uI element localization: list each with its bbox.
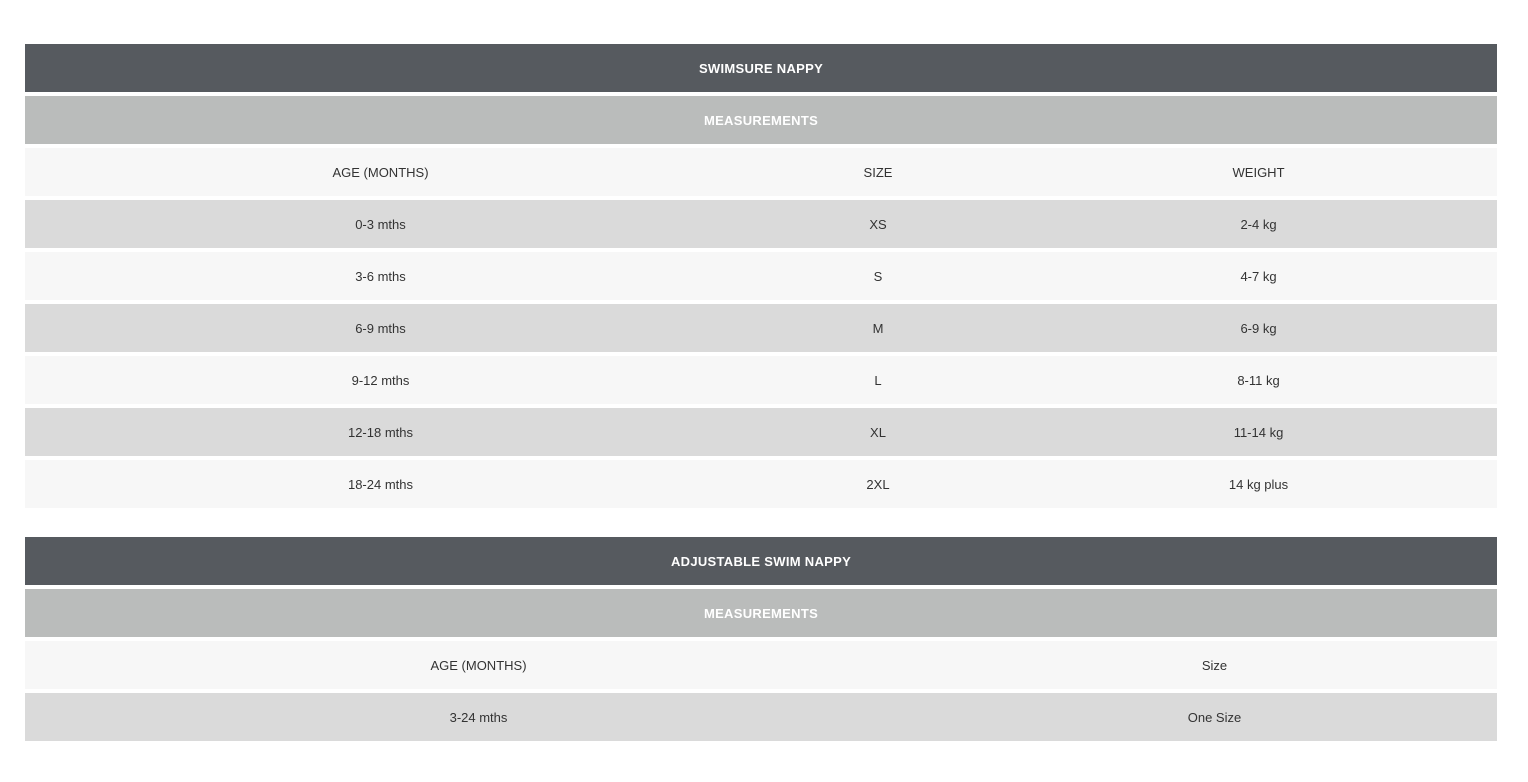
column-header-size: Size	[932, 641, 1497, 689]
cell-age: 3-24 mths	[25, 693, 932, 741]
table-row	[25, 200, 1497, 248]
table-subtitle-row	[25, 96, 1497, 144]
table-row	[25, 693, 1497, 741]
cell-weight: 2-4 kg	[1020, 200, 1497, 248]
table-title-row	[25, 44, 1497, 92]
cell-age: 3-6 mths	[25, 252, 736, 300]
cell-age: 6-9 mths	[25, 304, 736, 352]
cell-size: 2XL	[736, 460, 1020, 508]
table-subtitle-row	[25, 589, 1497, 637]
column-header-weight: WEIGHT	[1020, 148, 1497, 196]
adjustable-swim-nappy-size-table	[25, 533, 1497, 745]
cell-age: 0-3 mths	[25, 200, 736, 248]
cell-weight: 8-11 kg	[1020, 356, 1497, 404]
swimsure-nappy-size-table	[25, 40, 1497, 512]
cell-size: XS	[736, 200, 1020, 248]
cell-age: 12-18 mths	[25, 408, 736, 456]
table-title-row	[25, 537, 1497, 585]
column-header-row	[25, 148, 1497, 196]
cell-weight: 11-14 kg	[1020, 408, 1497, 456]
column-header-size: SIZE	[736, 148, 1020, 196]
table-row	[25, 252, 1497, 300]
table-row	[25, 304, 1497, 352]
table-subtitle: MEASUREMENTS	[25, 589, 1497, 637]
cell-size: One Size	[932, 693, 1497, 741]
column-header-age: AGE (MONTHS)	[25, 148, 736, 196]
table-row	[25, 408, 1497, 456]
cell-size: M	[736, 304, 1020, 352]
cell-weight: 6-9 kg	[1020, 304, 1497, 352]
cell-weight: 14 kg plus	[1020, 460, 1497, 508]
column-header-age: AGE (MONTHS)	[25, 641, 932, 689]
cell-size: S	[736, 252, 1020, 300]
cell-size: L	[736, 356, 1020, 404]
table-title: ADJUSTABLE SWIM NAPPY	[25, 537, 1497, 585]
table-row	[25, 356, 1497, 404]
cell-size: XL	[736, 408, 1020, 456]
column-header-row	[25, 641, 1497, 689]
cell-weight: 4-7 kg	[1020, 252, 1497, 300]
cell-age: 18-24 mths	[25, 460, 736, 508]
cell-age: 9-12 mths	[25, 356, 736, 404]
table-row	[25, 460, 1497, 508]
table-title: SWIMSURE NAPPY	[25, 44, 1497, 92]
table-subtitle: MEASUREMENTS	[25, 96, 1497, 144]
